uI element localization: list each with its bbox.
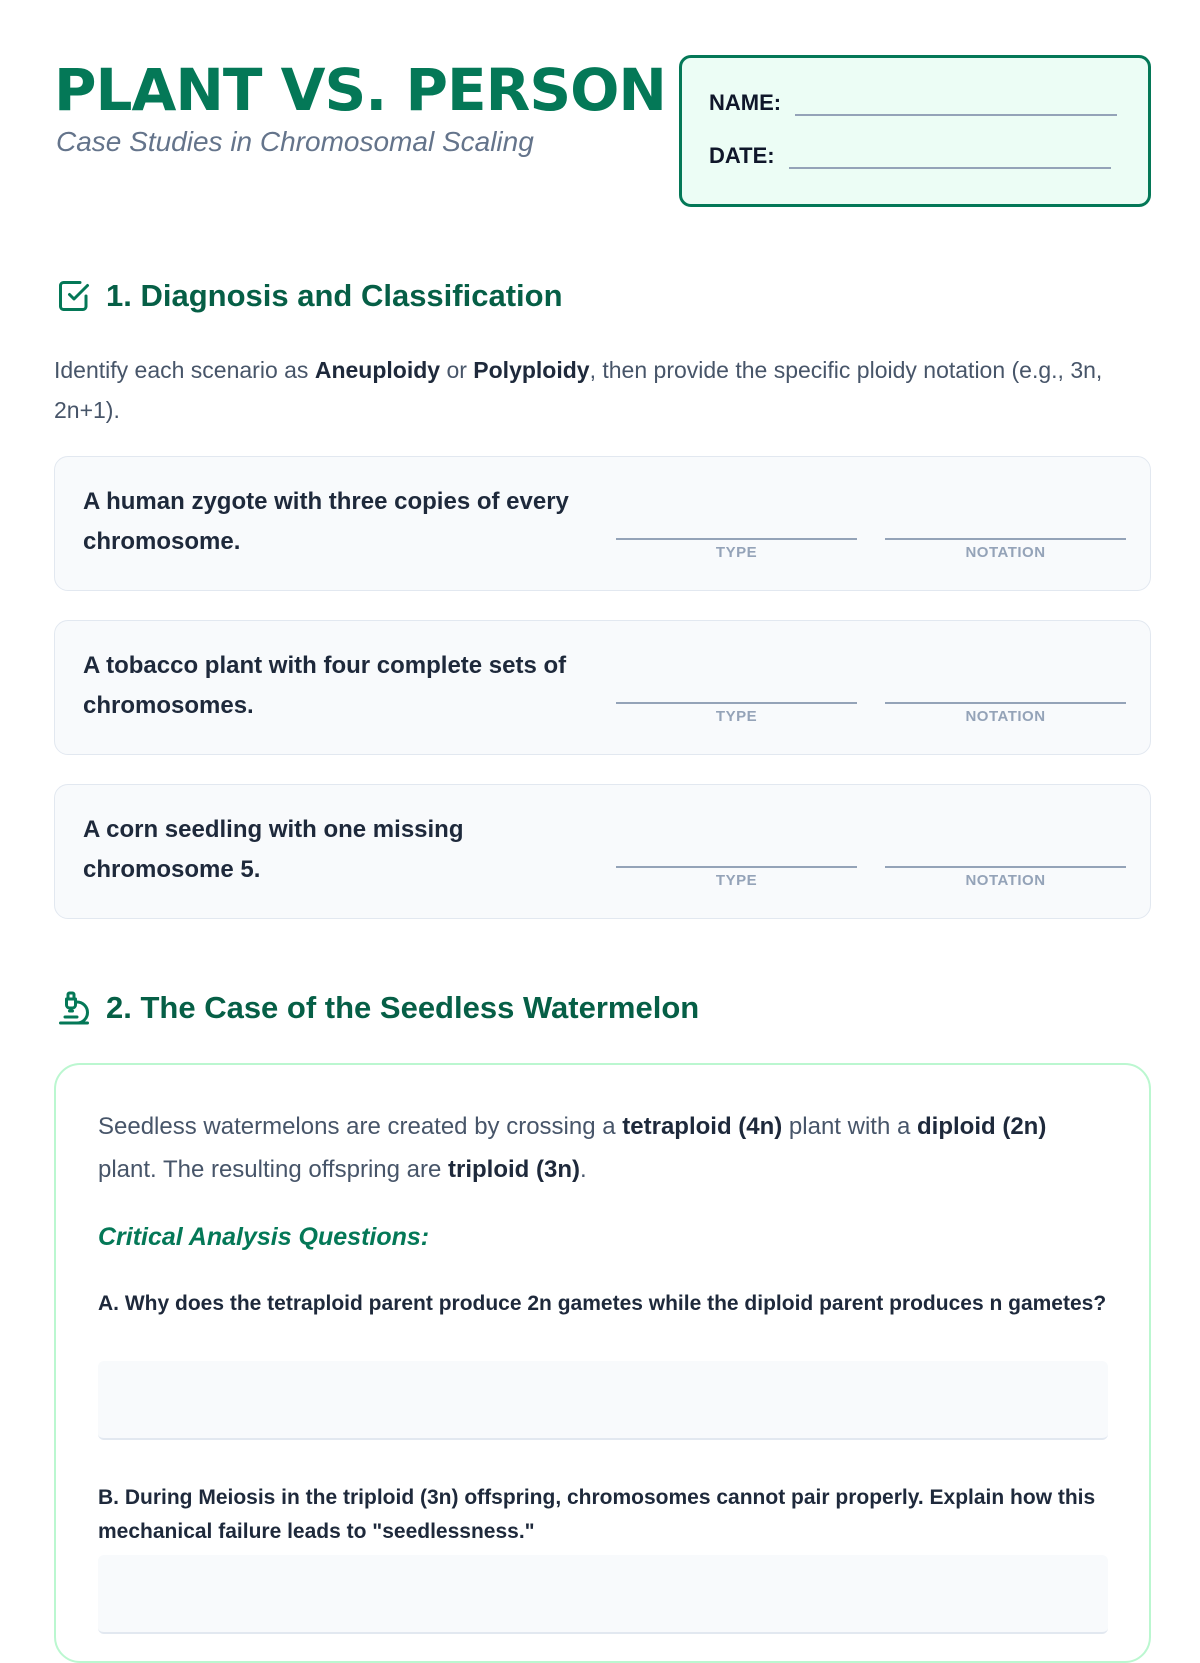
section1-title: 1. Diagnosis and Classification: [106, 278, 563, 313]
notation-field[interactable]: NOTATION: [885, 866, 1126, 889]
notation-field[interactable]: NOTATION: [885, 538, 1126, 561]
notation-field[interactable]: NOTATION: [885, 702, 1126, 725]
microscope-icon: [56, 990, 92, 1026]
case-study-box: [54, 1063, 1151, 1663]
answer-a-field[interactable]: [98, 1361, 1108, 1440]
scenario-text: A tobacco plant with four complete sets of chromosomes.: [83, 652, 567, 719]
desc-bold: diploid (2n): [917, 1113, 1047, 1140]
critical-questions-heading: Critical Analysis Questions:: [98, 1223, 430, 1251]
desc-text: plant with a: [782, 1113, 918, 1140]
date-row: [709, 143, 1111, 169]
intro-bold: Aneuploidy: [314, 357, 441, 383]
intro-text: , then provide the specific ploidy notation (e.g., 3n, 2n+1).: [54, 357, 1103, 423]
section1-instructions: [54, 350, 1154, 430]
scenario-text: A human zygote with three copies of every chromosome.: [83, 488, 569, 555]
name-row: [709, 90, 1117, 116]
section1-heading: [56, 278, 563, 314]
scenario-card: [54, 784, 1151, 919]
desc-bold: tetraploid (4n): [622, 1113, 783, 1140]
intro-bold: Polyploidy: [473, 357, 590, 383]
scenario-card: [54, 456, 1151, 591]
type-field[interactable]: TYPE: [616, 866, 857, 889]
name-field[interactable]: [795, 94, 1117, 116]
answer-b-field[interactable]: [98, 1555, 1108, 1634]
question-b: B. During Meiosis in the triploid (3n) offspring, chromosomes cannot pair properly. Explain how this mechanical failure leads to "seedlessness.": [98, 1486, 1096, 1543]
scenario-text: A corn seedling with one missing chromosome 5.: [83, 816, 464, 883]
question-a: A. Why does the tetraploid parent produce 2n gametes while the diploid parent produces n gametes?: [98, 1292, 1107, 1315]
desc-text: plant. The resulting offspring are: [98, 1156, 448, 1183]
page-title: PLANT VS. PERSON: [54, 56, 666, 124]
scenario-card: [54, 620, 1151, 755]
type-field[interactable]: TYPE: [616, 702, 857, 725]
date-field[interactable]: [789, 147, 1111, 169]
desc-bold: triploid (3n): [448, 1156, 580, 1183]
page-subtitle: Case Studies in Chromosomal Scaling: [56, 126, 534, 157]
type-field[interactable]: TYPE: [616, 538, 857, 561]
intro-text: or: [440, 357, 474, 383]
intro-text: Identify each scenario as: [54, 357, 315, 383]
name-date-box: [679, 55, 1151, 207]
date-label: DATE:: [709, 143, 775, 168]
name-label: NAME:: [709, 90, 782, 115]
section2-title: 2. The Case of the Seedless Watermelon: [106, 990, 700, 1025]
checkbox-icon: [56, 278, 92, 314]
section2-heading: [56, 990, 699, 1026]
desc-text: Seedless watermelons are created by crossing a: [98, 1113, 623, 1140]
case-description: [98, 1105, 1108, 1191]
desc-text: .: [579, 1156, 587, 1183]
